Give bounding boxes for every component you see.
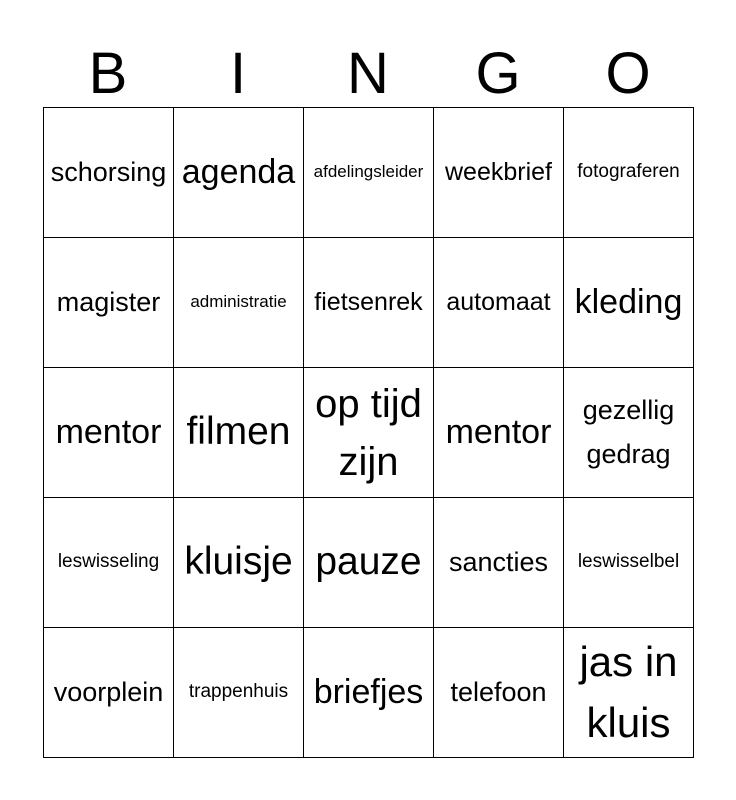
bingo-cell: pauze [304,498,434,628]
header-letter-b: B [88,41,128,106]
bingo-cell: leswisselbel [564,498,694,628]
bingo-cell: mentor [434,368,564,498]
bingo-cell: trappenhuis [174,628,304,758]
bingo-cell: mentor [44,368,174,498]
bingo-cell: gezellig gedrag [564,368,694,498]
bingo-cell: leswisseling [44,498,174,628]
header-letter-i: I [229,41,247,106]
header-letter-o: O [605,41,651,106]
bingo-cell: voorplein [44,628,174,758]
bingo-cell: sancties [434,498,564,628]
header-letter-n: N [347,41,389,106]
bingo-cell: kluisje [174,498,304,628]
bingo-row [44,498,694,628]
header-letter-g: G [475,41,521,106]
bingo-cell: fotograferen [564,108,694,238]
bingo-cell: fietsenrek [304,238,434,368]
bingo-cell: automaat [434,238,564,368]
bingo-cell: schorsing [44,108,174,238]
bingo-row [44,628,694,758]
bingo-cell: kleding [564,238,694,368]
bingo-cell: telefoon [434,628,564,758]
bingo-cell: agenda [174,108,304,238]
bingo-cell: op tijd zijn [304,368,434,498]
bingo-row [44,238,694,368]
bingo-row [44,368,694,498]
bingo-card [43,107,694,758]
bingo-row [44,108,694,238]
bingo-cell: administratie [174,238,304,368]
bingo-cell: filmen [174,368,304,498]
bingo-cell: afdelingsleider [304,108,434,238]
bingo-cell: weekbrief [434,108,564,238]
bingo-cell: jas in kluis [564,628,694,758]
bingo-cell: magister [44,238,174,368]
bingo-cell: briefjes [304,628,434,758]
bingo-header [43,42,693,106]
